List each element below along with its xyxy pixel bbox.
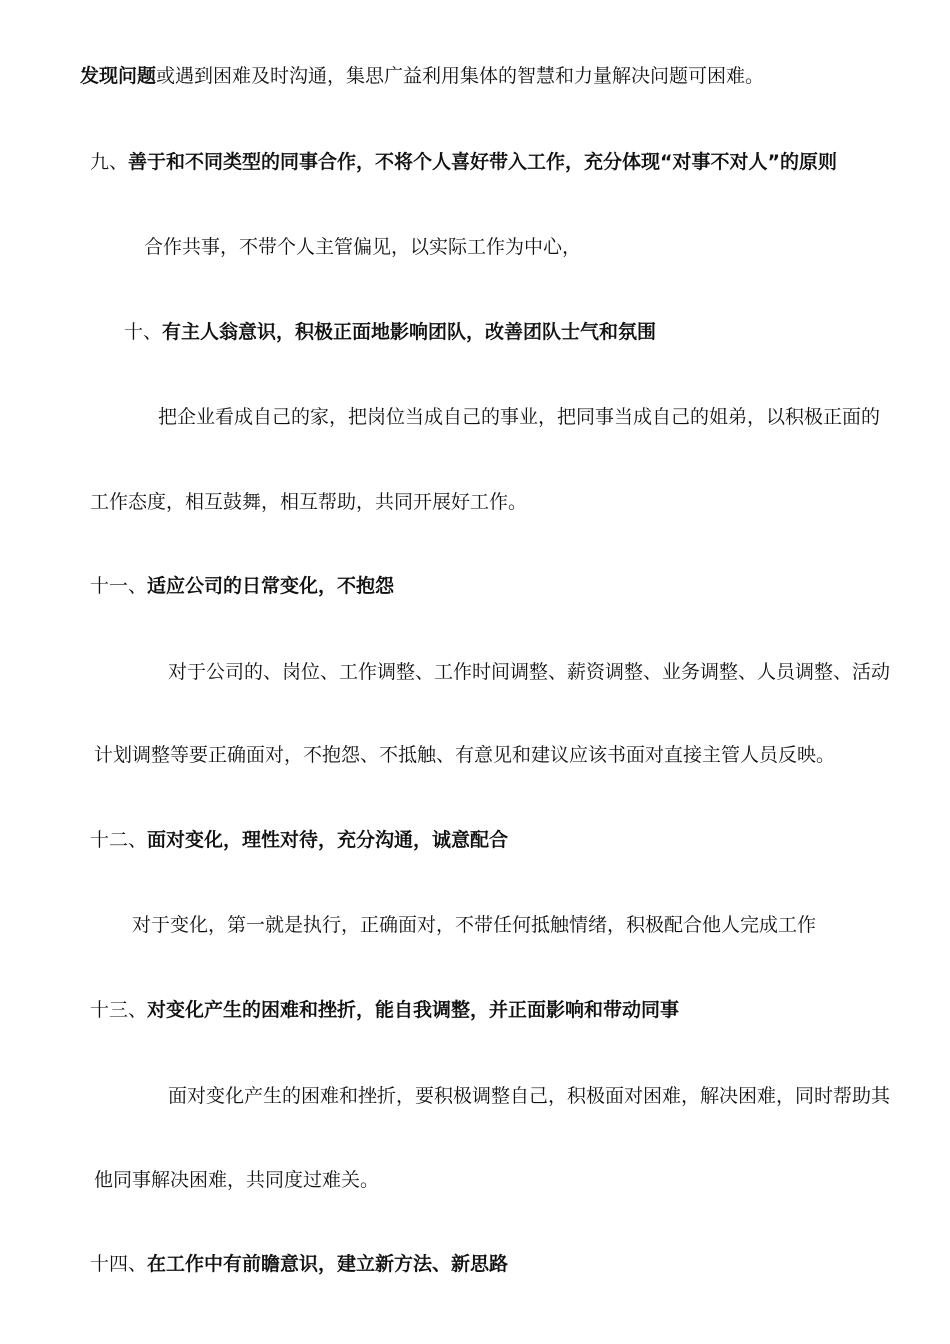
section-body-line: 对于变化，第一就是执行，正确面对，不带任何抵触情绪，积极配合他人完成工作	[132, 914, 817, 936]
section-number: 十二、	[90, 829, 148, 851]
section-number: 十一、	[90, 575, 148, 597]
intro-text: 或遇到困难及时沟通，集思广益利用集体的智慧和力量解决问题可困难。	[156, 65, 765, 87]
section-heading-14	[90, 1252, 508, 1276]
section-heading-9	[90, 150, 837, 174]
section-body-line: 把企业看成自己的家，把岗位当成自己的事业，把同事当成自己的姐弟，以积极正面的	[158, 406, 881, 428]
section-body-line: 对于公司的、岗位、工作调整、工作时间调整、薪资调整、业务调整、人员调整、活动	[168, 661, 891, 683]
section-heading-10	[124, 320, 656, 344]
section-number: 十三、	[90, 999, 148, 1021]
section-body-line: 合作共事，不带个人主管偏见，以实际工作为中心，	[144, 236, 582, 258]
section-title: 有主人翁意识，积极正面地影响团队，改善团队士气和氛围	[162, 321, 657, 343]
section-heading-12	[90, 828, 508, 852]
intro-bold-text: 发现问题	[80, 65, 157, 87]
section-body-line: 计划调整等要正确面对，不抱怨、不抵触、有意见和建议应该书面对直接主管人员反映。	[94, 744, 836, 766]
section-title: 对变化产生的困难和挫折，能自我调整，并正面影响和带动同事	[147, 999, 680, 1021]
section-heading-11	[90, 574, 394, 598]
section-title: 适应公司的日常变化，不抱怨	[147, 575, 395, 597]
section-number: 十四、	[90, 1253, 148, 1275]
section-number: 十、	[124, 321, 163, 343]
section-body-line: 面对变化产生的困难和挫折，要积极调整自己，积极面对困难，解决困难，同时帮助其	[168, 1085, 891, 1107]
section-body-line: 工作态度，相互鼓舞，相互帮助，共同开展好工作。	[90, 491, 528, 513]
section-title: 在工作中有前瞻意识，建立新方法、新思路	[147, 1253, 509, 1275]
section-body-line: 他同事解决困难，共同度过难关。	[94, 1169, 380, 1191]
section-title: 善于和不同类型的同事合作，不将个人喜好带入工作，充分体现“对事不对人”的原则	[128, 151, 837, 173]
section-number: 九、	[90, 151, 129, 173]
section-title: 面对变化，理性对待，充分沟通，诚意配合	[147, 829, 509, 851]
section-heading-13	[90, 998, 679, 1022]
intro-paragraph	[80, 64, 764, 88]
